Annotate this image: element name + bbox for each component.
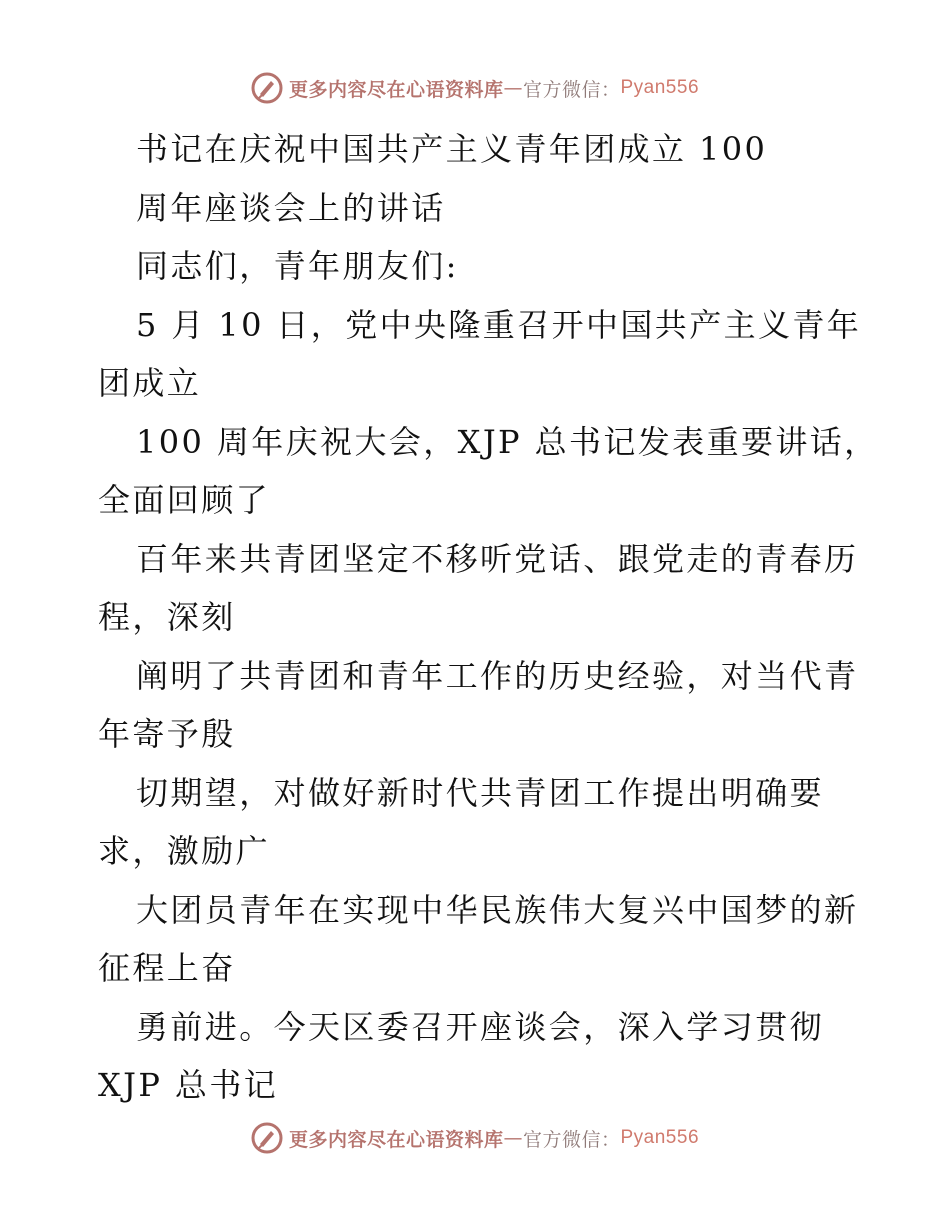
text-line: XJP 总书记 (98, 1066, 279, 1104)
text-line: 团成立 (98, 364, 202, 402)
watermark-dash: — (503, 77, 523, 99)
text-line: 年寄予殷 (98, 715, 236, 753)
text-line: 百年来共青团坚定不移听党话、跟党走的青春历 (136, 539, 859, 578)
text-line: 周年座谈会上的讲话 (136, 188, 446, 227)
watermark-main-text: 更多内容尽在心语资料库 (288, 1128, 504, 1151)
watermark-sub-text: 官方微信： (522, 78, 621, 101)
text-line: 勇前进。今天区委召开座谈会，深入学习贯彻 (136, 1007, 825, 1046)
text-line: 大团员青年在实现中华民族伟大复兴中国梦的新 (136, 890, 859, 929)
watermark-wechat-id: Pyan556 (620, 1127, 700, 1148)
text-line: 征程上奋 (98, 949, 236, 987)
text-line: 书记在庆祝中国共产主义青年团成立 100 (136, 130, 768, 168)
text-line: 全面回顾了 (98, 481, 271, 519)
watermark-dash: — (503, 1127, 523, 1149)
text-line: 切期望，对做好新时代共青团工作提出明确要 (136, 773, 825, 812)
watermark-sub-text: 官方微信： (522, 1128, 621, 1151)
text-line: 求，激励广 (98, 832, 271, 870)
footer-watermark (0, 1122, 950, 1154)
text-line: 5 月 10 日，党中央隆重召开中国共产主义青年 (136, 305, 862, 344)
logo-icon (251, 1122, 283, 1154)
logo-icon (251, 72, 283, 104)
text-line: 程，深刻 (98, 598, 236, 636)
header-watermark (0, 72, 950, 104)
text-line: 100 周年庆祝大会，XJP 总书记发表重要讲话， (136, 422, 879, 461)
watermark-wechat-id: Pyan556 (620, 77, 700, 98)
document-body (98, 120, 898, 1115)
text-line: 阐明了共青团和青年工作的历史经验，对当代青 (136, 656, 859, 695)
text-line: 同志们，青年朋友们: (136, 247, 459, 285)
watermark-main-text: 更多内容尽在心语资料库 (288, 78, 504, 101)
